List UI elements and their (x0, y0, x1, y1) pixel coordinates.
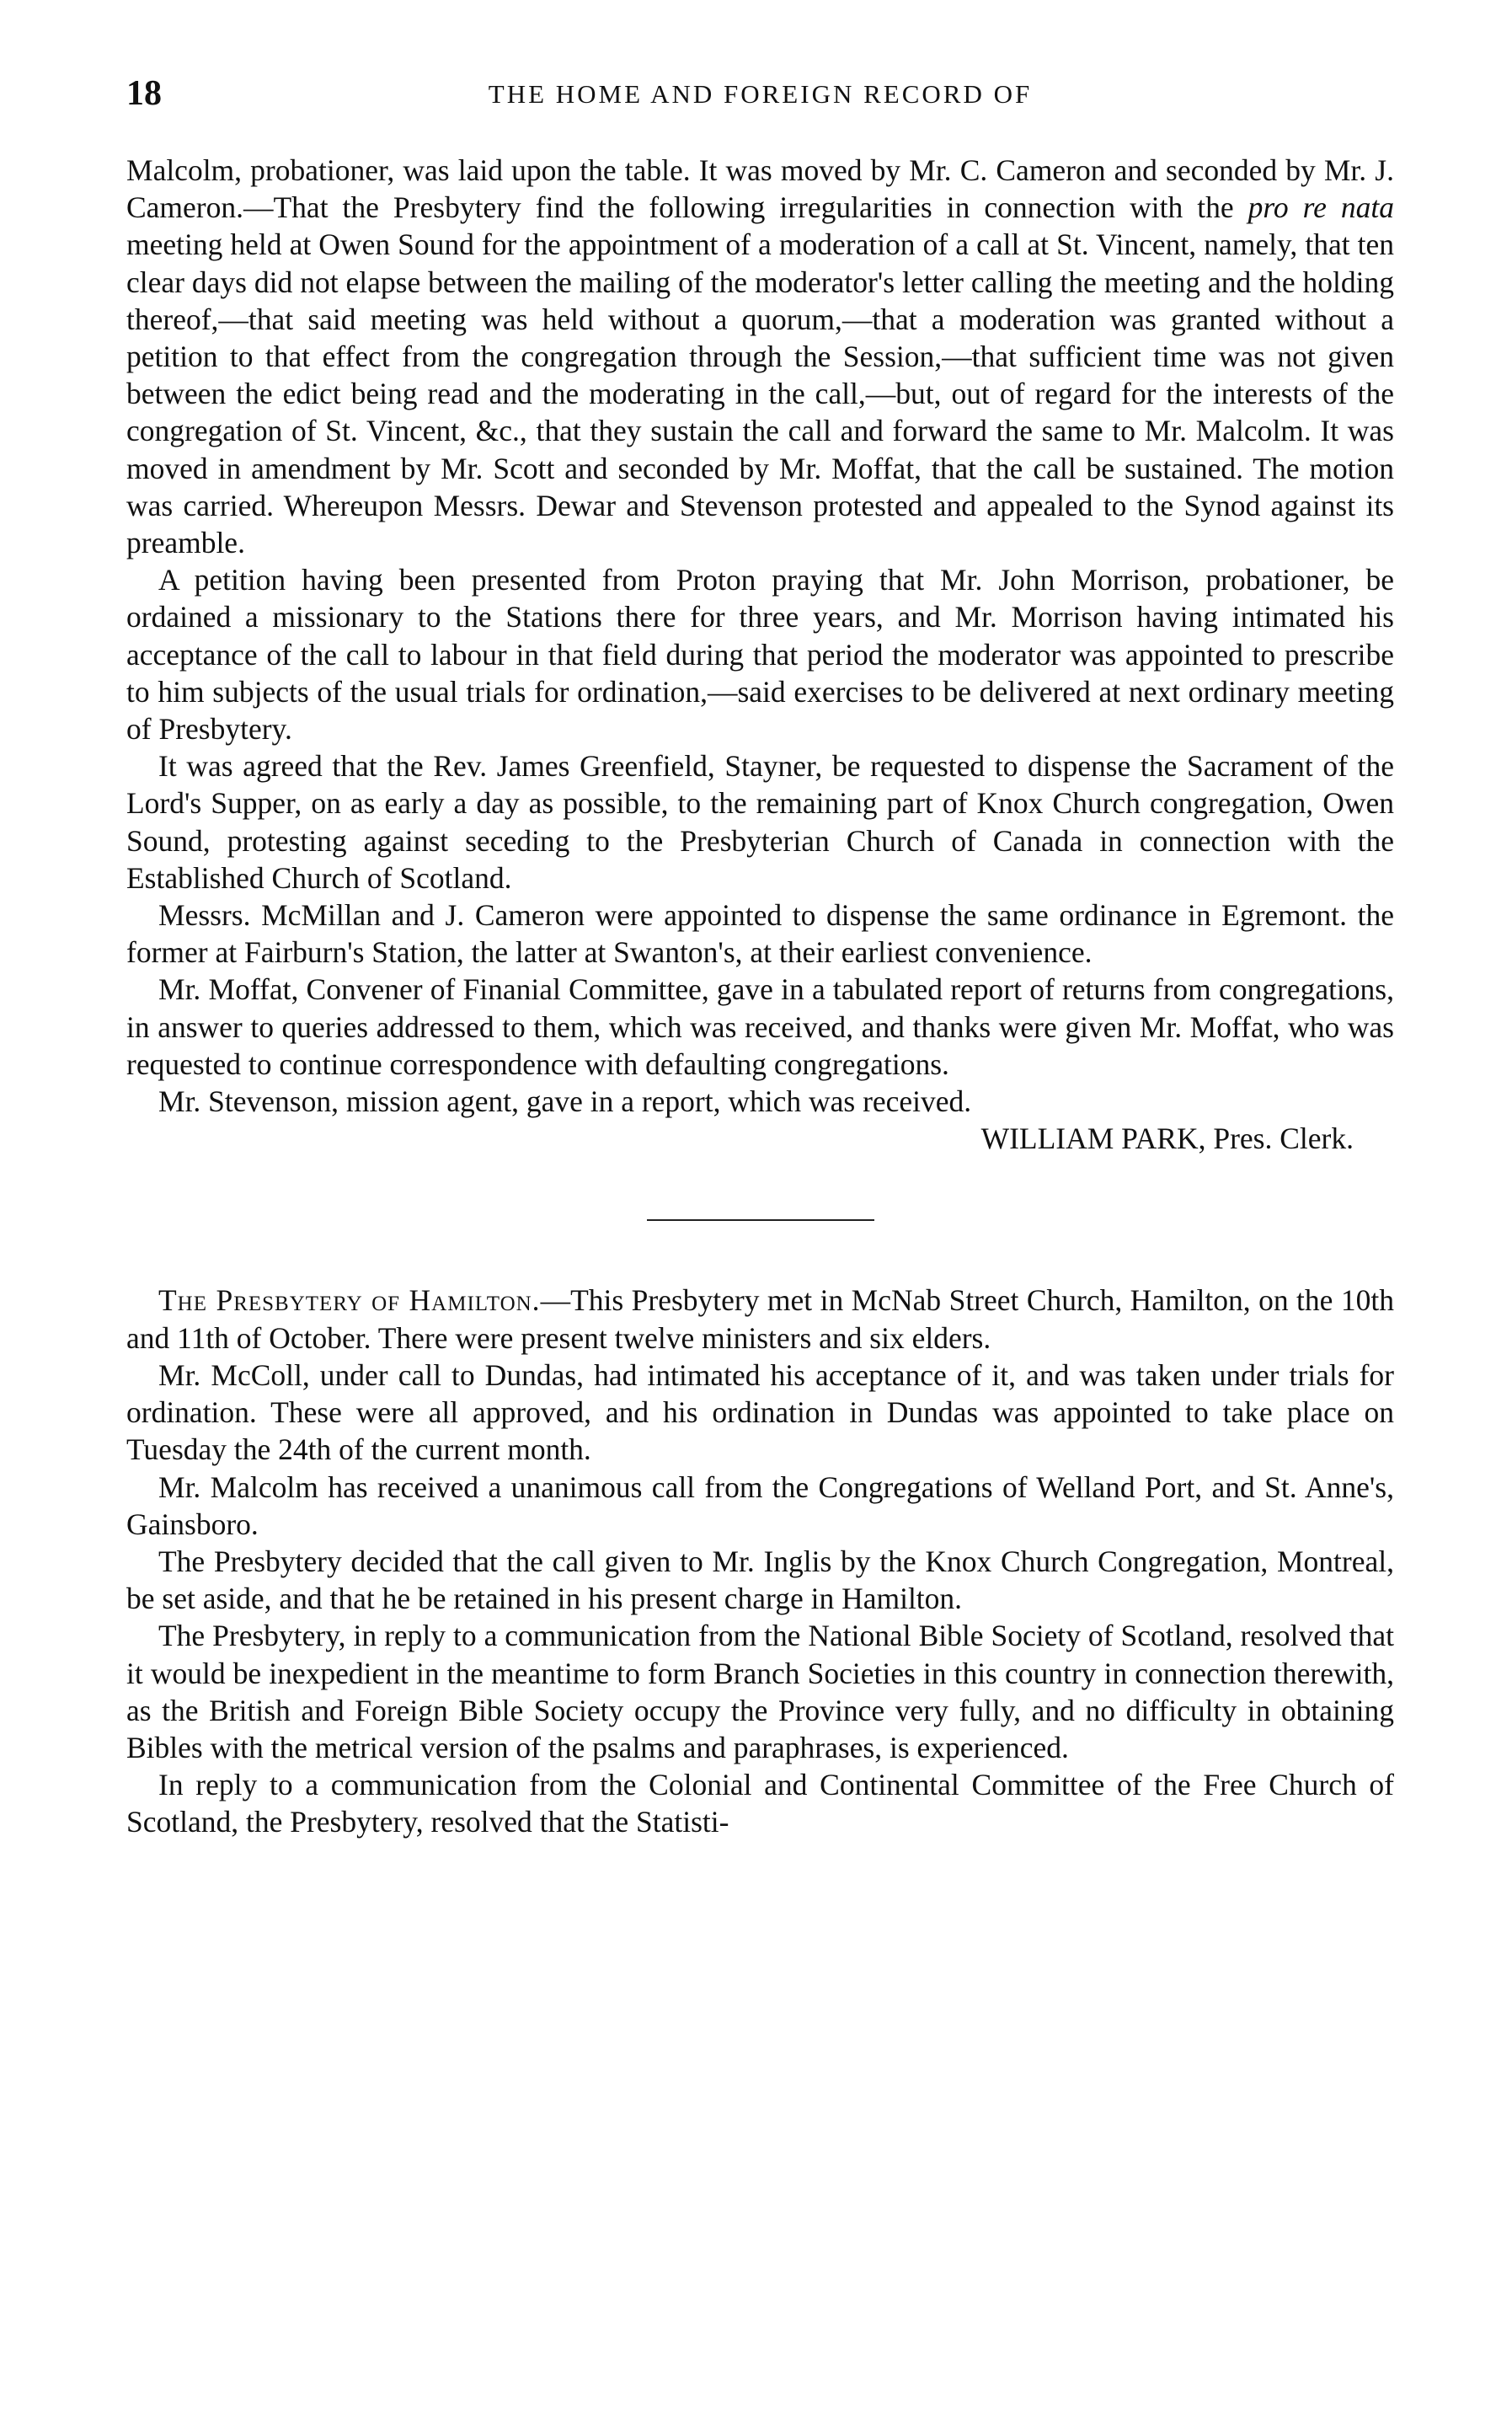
running-title: THE HOME AND FOREIGN RECORD OF (488, 79, 1033, 109)
paragraph: Mr. Malcolm has received a unanimous call from the Congregations of Welland Port, and St. Anne's, Gainsboro. (126, 1469, 1394, 1541)
paragraph: A petition having been presented from Proton praying that Mr. John Morrison, probationer, be ordained a missionary to the Stations there for three years, and Mr. Morrison having intimated his acceptance of the call to labour in that field during that period the moderator was appointed to prescribe to him subjects of the usual trials for ordination,—said exercises to be delivered at next ordinary meeting of Presbytery. (126, 563, 1394, 747)
page-header (126, 59, 1394, 118)
section-owen-sound-minutes (126, 152, 1394, 1157)
paragraph: It was agreed that the Rev. James Greenfield, Stayner, be requested to dispense the Sacrament of the Lord's Supper, on as early a day as possible, to the remaining part of Knox Church congregation, Owen Sound, protesting against seceding to the Presbyterian Church of Canada in connection with the Established Church of Scotland. (126, 749, 1394, 895)
section-presbytery-of-hamilton (126, 1282, 1394, 1840)
paragraph: In reply to a communication from the Colonial and Continental Committee of the Free Church of Scotland, the Presbytery, resolved that the Statisti- (126, 1768, 1394, 1839)
paragraph: Mr. McColl, under call to Dundas, had intimated his acceptance of it, and was taken under trials for ordination. These were all approved, and his ordination in Dundas was appointed to take place on Tuesday the 24th of the current month. (126, 1357, 1394, 1467)
paragraph-text: —This Presbytery met in McNab Street Church, Hamilton, on the 10th and 11th of October. There were present twelve ministers and six elders. (126, 1283, 1394, 1355)
paragraph: The Presbytery, in reply to a communication from the National Bible Society of Scotland, resolved that it would be inexpedient in the meantime to form Branch Societies in this country in connection therewith, as the British and Foreign Bible Society occupy the Province very fully, and no difficulty in obtaining Bibles with the metrical version of the psalms and paraphrases, is experienced. (126, 1619, 1394, 1764)
clerk-signature: WILLIAM PARK, Pres. Clerk. (980, 1122, 1354, 1156)
paragraph: Messrs. McMillan and J. Cameron were appointed to dispense the same ordinance in Egremont. the former at Fairburn's Station, the latter at Swanton's, at their earliest convenience. (126, 898, 1394, 970)
paragraph (126, 152, 1394, 561)
latin-phrase: pro re nata (1248, 190, 1394, 225)
section-heading: The Presbytery of Hamilton. (158, 1283, 541, 1318)
paragraph: The Presbytery decided that the call given to Mr. Inglis by the Knox Church Congregation, Montreal, be set aside, and that he be retained in his present charge in Hamilton. (126, 1544, 1394, 1616)
paragraph: Mr. Stevenson, mission agent, gave in a report, which was received. (158, 1084, 972, 1119)
paragraph: Mr. Moffat, Convener of Finanial Committee, gave in a tabulated report of returns from congregations, in answer to queries addressed to them, which was received, and thanks were given Mr. Moffat, who was requested to continue correspondence with defaulting congregations. (126, 972, 1394, 1081)
paragraph (126, 1282, 1394, 1356)
page-number: 18 (126, 74, 162, 113)
paragraph-text: meeting held at Owen Sound for the appointment of a moderation of a call at St. Vincent, namely, that ten clear days did not elapse between the mailing of the moderator's letter calling the meeting and the holding thereof,—that said meeting was held without a quorum,—that a moderation was granted without a petition to that effect from the congregation through the Session,—that sufficient time was not given between the edict being read and the moderating in the call,—but, out of regard for the interests of the congregation of St. Vincent, &c., that they sustain the call and forward the same to Mr. Malcolm. It was moved in amendment by Mr. Scott and seconded by Mr. Moffat, that the call be sustained. The motion was carried. Whereupon Messrs. Dewar and Stevenson protested and appealed to the Synod against its preamble. (126, 228, 1394, 560)
paragraph-text: Malcolm, probationer, was laid upon the table. It was moved by Mr. C. Cameron and seconded by Mr. J. Cameron.—That the Presbytery find the following irregularities in connection with the (126, 153, 1394, 225)
section-divider (647, 1219, 874, 1221)
document-page (126, 59, 1394, 1841)
